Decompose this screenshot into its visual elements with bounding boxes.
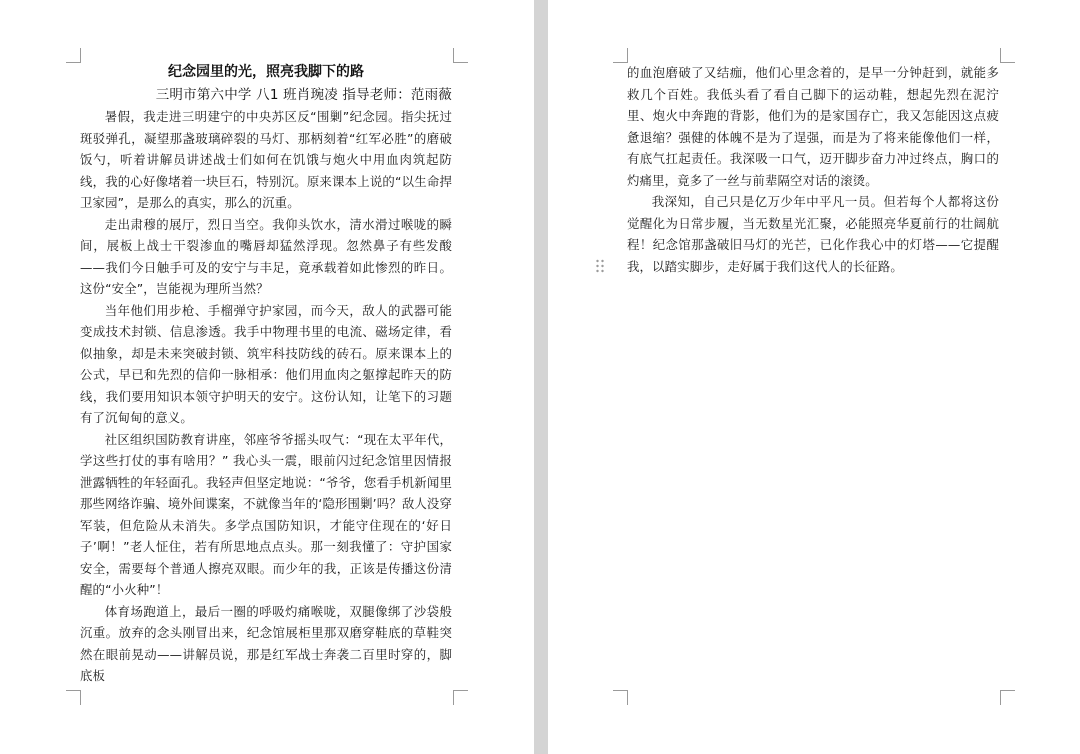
margin-corner-mark (613, 690, 628, 705)
drag-handle-icon[interactable] (595, 258, 605, 274)
margin-corner-mark (613, 48, 628, 63)
document-page-1 (0, 0, 534, 754)
page-gutter (534, 0, 548, 754)
paragraph: 的血泡磨破了又结痂，他们心里念着的，是早一分钟赶到，就能多救几个百姓。我低头看了看自己脚下的运动鞋，想起先烈在泥泞里、炮火中奔跑的背影，他们为的是家国存亡，我又怎能因这点疲惫退缩？强健的体魄不是为了逞强，而是为了将来能像他们一样，有底气扛起责任。我深吸一口气，迈开脚步奋力冲过终点，胸口的灼痛里，竟多了一丝与前辈隔空对话的滚烫。 (627, 65, 999, 188)
margin-corner-mark (453, 690, 468, 705)
page-2-body[interactable] (627, 62, 999, 277)
margin-corner-mark (1000, 690, 1015, 705)
margin-corner-mark (66, 690, 81, 705)
margin-corner-mark (1000, 48, 1015, 63)
author-byline: 三明市第六中学 八1 班肖琬凌 指导老师：范雨薇 (155, 87, 452, 103)
paragraph: 当年他们用步枪、手榴弹守护家园，而今天，敌人的武器可能变成技术封锁、信息渗透。我手中物理书里的电流、磁场定律，看似抽象，却是未来突破封锁、筑牢科技防线的砖石。原来课本上的公式，早已和先烈的信仰一脉相承：他们用血肉之躯撑起昨天的防线，我们要用知识本领守护明天的安宁。这份认知，让笔下的习题有了沉甸甸的意义。 (80, 302, 452, 425)
paragraph: 走出肃穆的展厅，烈日当空。我仰头饮水，清水滑过喉咙的瞬间，展板上战士干裂渗血的嘴唇却猛然浮现。忽然鼻子有些发酸——我们今日触手可及的安宁与丰足，竟承载着如此惨烈的昨日。这份“安全”，岂能视为理所当然？ (80, 216, 452, 296)
margin-corner-mark (453, 48, 468, 63)
document-page-2 (548, 0, 1080, 754)
paragraph: 我深知，自己只是亿万少年中平凡一员。但若每个人都将这份觉醒化为日常步履，当无数星光汇聚，必能照亮华夏前行的壮阔航程！纪念馆那盏破旧马灯的光芒，已化作我心中的灯塔——它提醒我，以踏实脚步，走好属于我们这代人的长征路。 (627, 194, 999, 274)
paragraph: 社区组织国防教育讲座，邻座爷爷摇头叹气：“现在太平年代，学这些打仗的事有啥用？” 我心头一震，眼前闪过纪念馆里因情报泄露牺牲的年轻面孔。我轻声但坚定地说：“爷爷，您看手机新闻里那些网络诈骗、境外间谍案，不就像当年的‘隐形围剿’吗？敌人没穿军装，但危险从未消失。多学点国防知识，才能守住现在的‘好日子’啊！”老人怔住，若有所思地点点头。那一刻我懂了：守护国家安全，需要每个普通人擦亮双眼。而少年的我，正该是传播这份清醒的“小火种”！ (80, 431, 452, 597)
document-title: 纪念园里的光，照亮我脚下的路 (168, 64, 364, 80)
margin-corner-mark (66, 48, 81, 63)
page-1-body[interactable] (80, 62, 452, 687)
paragraph: 暑假，我走进三明建宁的中央苏区反“围剿”纪念园。指尖抚过斑驳弹孔，凝望那盏玻璃碎裂的马灯、那柄刻着“红军必胜”的磨破饭勺，听着讲解员讲述战士们如何在饥饿与炮火中用血肉筑起防线，我的心好像堵着一块巨石，特别沉。原来课本上说的“以生命捍卫家园”，是那么的真实，那么的沉重。 (80, 109, 452, 210)
paragraph: 体育场跑道上，最后一圈的呼吸灼痛喉咙，双腿像绑了沙袋般沉重。放弃的念头刚冒出来，纪念馆展柜里那双磨穿鞋底的草鞋突然在眼前晃动——讲解员说，那是红军战士奔袭二百里时穿的，脚底板 (80, 603, 452, 683)
